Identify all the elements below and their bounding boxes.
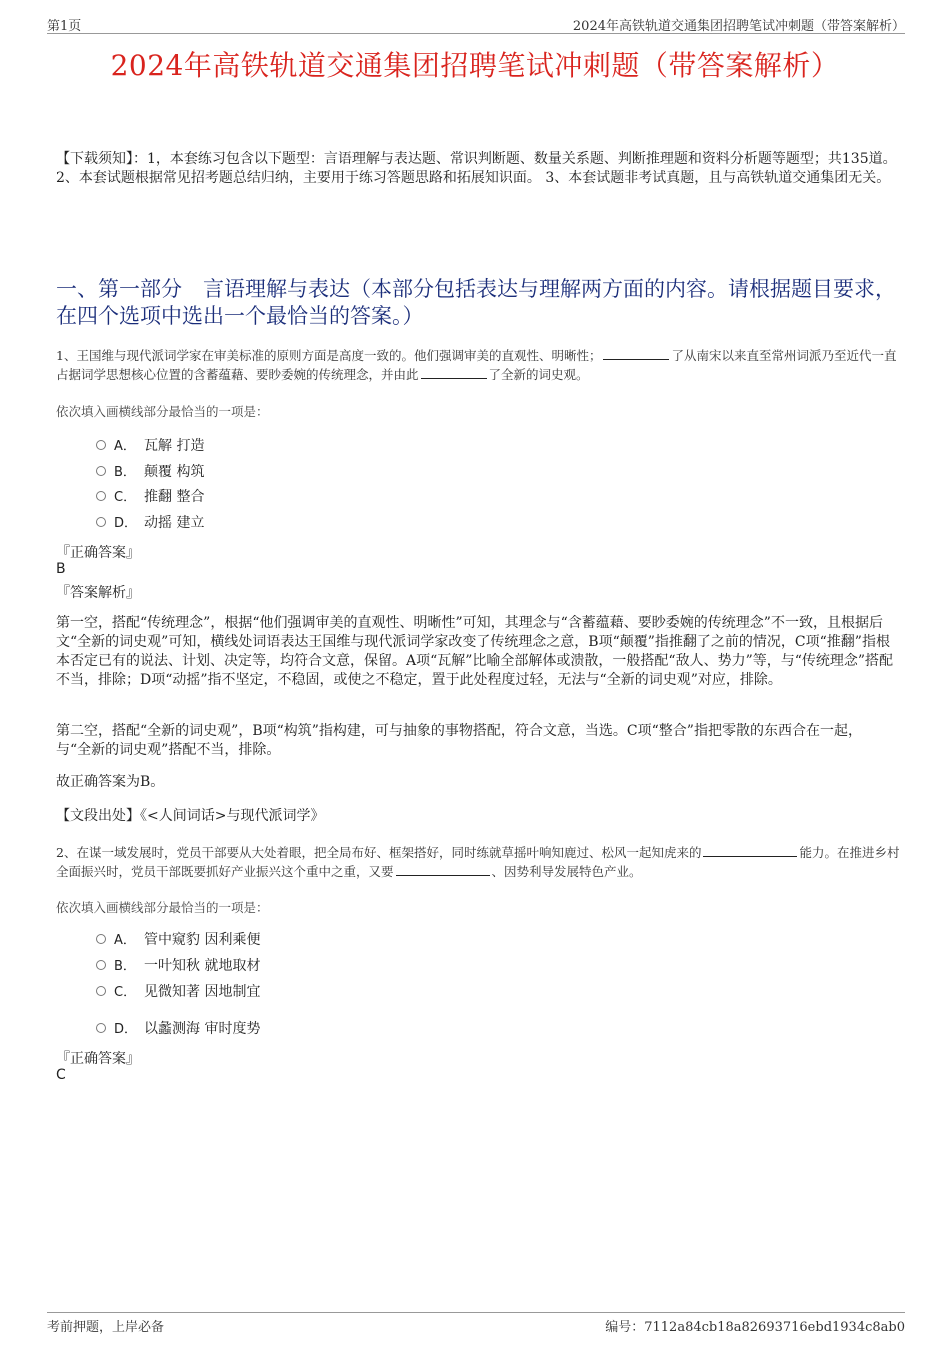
page-header [47, 14, 905, 34]
radio-icon[interactable] [96, 960, 106, 970]
q1-stem-part3: 了全新的词史观。 [488, 367, 589, 382]
q1-option-a[interactable]: A． 瓦解 打造 [96, 436, 204, 456]
q2-blank-1 [703, 845, 797, 857]
q1-stem-part1: 1、王国维与现代派词学家在审美标准的原则方面是高度一致的。他们强调审美的直观性、明晰性； [56, 348, 602, 363]
radio-icon[interactable] [96, 466, 106, 476]
q1-blank-1 [603, 348, 669, 360]
q1-analysis-paragraph-1: 第一空，搭配“传统理念”，根据“他们强调审美的直观性、明晰性”可知，其理念与“含蓄蕴藉、要眇委婉的传统理念”不一致，且根据后文“全新的词史观”可知，横线处词语表达王国维与现代派词学家改变了传统理念之意，B项“颠覆”指推翻了之前的情况，C项“推翻”指根本否定已有的说法、计划、决定等，均符合文意，保留。A项“瓦解”比喻全部解体或溃散，一般搭配“敌人、势力”等，与“传统理念”搭配不当，排除；D项“动摇”指不坚定，不稳固，或使之不稳定，置于此处程度过轻，无法与“全新的词史观”对应，排除。 [56, 615, 894, 688]
q1-conclusion: 故正确答案为B。 [56, 774, 165, 790]
radio-icon[interactable] [96, 986, 106, 996]
radio-icon[interactable] [96, 934, 106, 944]
q2-stem-part3: 、因势利导发展特色产业。 [491, 864, 642, 879]
q1-option-c[interactable]: C． 推翻 整合 [96, 487, 204, 507]
footer-doc-id: 编号：7112a84cb18a82693716ebd1934c8ab0 [605, 1320, 905, 1335]
q1-option-d[interactable]: D． 动摇 建立 [96, 513, 204, 533]
radio-icon[interactable] [96, 1023, 106, 1033]
page-footer [47, 1312, 905, 1334]
radio-icon[interactable] [96, 491, 106, 501]
page-number: 第1页 [47, 19, 82, 34]
section-heading: 一、第一部分 言语理解与表达（本部分包括表达与理解两方面的内容。请根据题目要求，在四个选项中选出一个最恰当的答案。） [56, 277, 896, 328]
download-notice: 【下载须知】：1，本套练习包含以下题型：言语理解与表达题、常识判断题、数量关系题、判断推理题和资料分析题等题型；共135道。 2、本套试题根据常见招考题总结归纳，主要用于练习答题思路和拓展知识面。 3、本套试题非考试真题，且与高铁轨道交通集团无关。 [56, 151, 897, 186]
q2-answer-label: 『正确答案』 [56, 1051, 140, 1067]
q2-option-c[interactable]: C． 见微知著 因地制宜 [96, 982, 260, 1002]
question-1-stem [56, 346, 901, 384]
header-doc-title: 2024年高铁轨道交通集团招聘笔试冲刺题（带答案解析） [572, 19, 905, 34]
q2-blank-2 [396, 864, 490, 876]
q2-option-b[interactable]: B． 一叶知秋 就地取材 [96, 956, 260, 976]
q1-answer-label: 『正确答案』 [56, 545, 140, 561]
q2-instruction: 依次填入画横线部分最恰当的一项是： [56, 900, 269, 915]
question-2-stem [56, 843, 901, 881]
document-title: 2024年高铁轨道交通集团招聘笔试冲刺题（带答案解析） [110, 49, 840, 82]
radio-icon[interactable] [96, 440, 106, 450]
q2-stem-part2: 能力。在推进乡村全面振兴时，党员干部既要抓好产业振兴这个重中之重，又要 [56, 845, 900, 879]
footer-slogan: 考前押题，上岸必备 [47, 1320, 165, 1335]
q1-blank-2 [421, 367, 487, 379]
q2-answer: C [56, 1067, 66, 1083]
q1-analysis-paragraph-2: 第二空，搭配“全新的词史观”，B项“构筑”指构建，可与抽象的事物搭配，符合文意，当选。C项“整合”指把零散的东西合在一起，与“全新的词史观”搭配不当，排除。 [56, 723, 862, 758]
radio-icon[interactable] [96, 517, 106, 527]
q2-stem-part1: 2、在谋一域发展时，党员干部要从大处着眼，把全局布好、框架搭好，同时练就草摇叶响知鹿过、松风一起知虎来的 [56, 845, 702, 860]
q2-option-d[interactable]: D． 以蠡测海 审时度势 [96, 1019, 260, 1039]
q1-analysis-label: 『答案解析』 [56, 585, 140, 601]
q1-stem-part2: 了从南宋以来直至常州词派乃至近代一直占据词学思想核心位置的含蓄蕴藉、要眇委婉的传统理念，并由此 [56, 348, 897, 382]
q2-option-a[interactable]: A． 管中窥豹 因利乘便 [96, 930, 260, 950]
q1-source: 【文段出处】《<人间词话>与现代派词学》 [56, 808, 325, 824]
q1-instruction: 依次填入画横线部分最恰当的一项是： [56, 404, 269, 419]
q1-option-b[interactable]: B． 颠覆 构筑 [96, 462, 204, 482]
q1-answer: B [56, 561, 66, 577]
